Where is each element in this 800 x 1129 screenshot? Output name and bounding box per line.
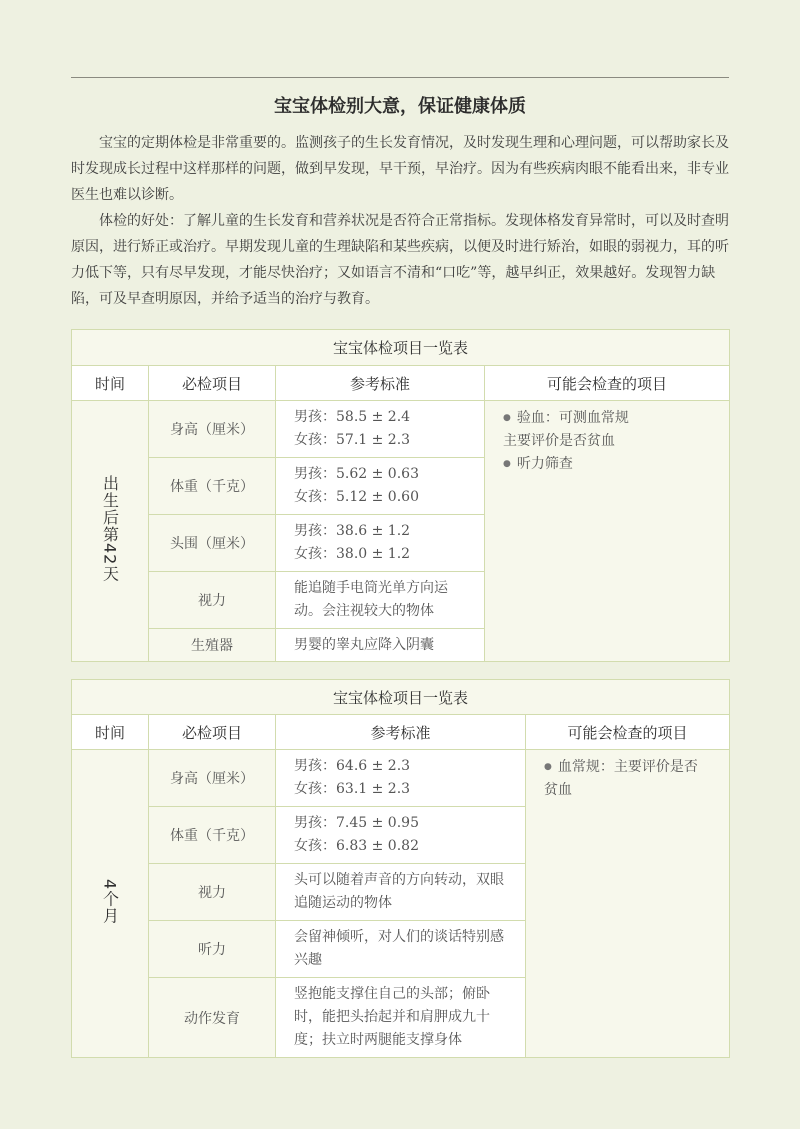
optional-item: ● 听力筛查 <box>503 453 711 476</box>
standard-girl: 女孩：38.0 ± 1.2 <box>294 546 411 562</box>
standard-weight <box>276 807 526 864</box>
time-cell <box>72 401 149 662</box>
standard-head-circumference <box>276 515 485 572</box>
time-cell <box>72 750 149 1058</box>
standard-hearing: 会留神倾听，对人们的谈话特别感兴趣 <box>276 921 526 978</box>
benefits-paragraph: 体检的好处：了解儿童的生长发育和营养状况是否符合正常指标。发现体格发育异常时，可以及时查明原因，进行矫正或治疗。早期发现儿童的生理缺陷和某些疾病，以便及时进行矫治，如眼的弱视力，耳的听力低下等，只有尽早发现，才能尽快治疗；又如语言不清和“口吃”等，越早纠正，效果越好。发现智力缺陷，可及早查明原因，并给予适当的治疗与教育。 <box>71 213 729 307</box>
standard-girl: 女孩：5.12 ± 0.60 <box>294 489 419 505</box>
standard-girl: 女孩：6.83 ± 0.82 <box>294 838 419 854</box>
item-head-circumference: 头围（厘米） <box>149 515 276 572</box>
optional-items <box>526 750 730 1058</box>
item-hearing: 听力 <box>149 921 276 978</box>
standard-boy: 男孩：64.6 ± 2.3 <box>294 758 411 774</box>
optional-item-note: 主要评价是否贫血 <box>503 433 615 449</box>
header-reference-standard: 参考标准 <box>276 366 485 401</box>
item-motor-development: 动作发育 <box>149 978 276 1058</box>
top-rule <box>71 77 729 78</box>
header-time: 时间 <box>72 366 149 401</box>
standard-girl: 女孩：57.1 ± 2.3 <box>294 432 411 448</box>
standard-height <box>276 401 485 458</box>
optional-item: ● 验血：可测血常规 <box>503 407 711 430</box>
header-reference-standard: 参考标准 <box>276 715 526 750</box>
page-title: 宝宝体检别大意，保证健康体质 <box>274 96 526 117</box>
checkup-table-4-months <box>71 679 730 1058</box>
header-time: 时间 <box>72 715 149 750</box>
standard-weight <box>276 458 485 515</box>
standard-vision: 能追随手电筒光单方向运动。会注视较大的物体 <box>276 572 485 629</box>
table-caption: 宝宝体检项目一览表 <box>72 680 730 715</box>
standard-height <box>276 750 526 807</box>
item-vision: 视力 <box>149 864 276 921</box>
standard-boy: 男孩：58.5 ± 2.4 <box>294 409 411 425</box>
time-label: 出生后第42天 <box>100 475 120 583</box>
standard-boy: 男孩：7.45 ± 0.95 <box>294 815 419 831</box>
optional-items <box>485 401 730 662</box>
header-required-item: 必检项目 <box>149 366 276 401</box>
item-genitals: 生殖器 <box>149 629 276 662</box>
standard-boy: 男孩：5.62 ± 0.63 <box>294 466 419 482</box>
item-vision: 视力 <box>149 572 276 629</box>
standard-girl: 女孩：63.1 ± 2.3 <box>294 781 411 797</box>
item-height: 身高（厘米） <box>149 750 276 807</box>
checkup-table-42-days <box>71 329 730 662</box>
item-height: 身高（厘米） <box>149 401 276 458</box>
standard-vision: 头可以随着声音的方向转动，双眼追随运动的物体 <box>276 864 526 921</box>
item-weight: 体重（千克） <box>149 458 276 515</box>
header-optional-item: 可能会检查的项目 <box>526 715 730 750</box>
time-label: 4个月 <box>100 878 120 925</box>
standard-genitals: 男婴的睾丸应降入阴囊 <box>276 629 485 662</box>
standard-boy: 男孩：38.6 ± 1.2 <box>294 523 411 539</box>
header-required-item: 必检项目 <box>149 715 276 750</box>
header-optional-item: 可能会检查的项目 <box>485 366 730 401</box>
item-weight: 体重（千克） <box>149 807 276 864</box>
standard-motor-development: 竖抱能支撑住自己的头部；俯卧时，能把头抬起并和肩胛成九十度；扶立时两腿能支撑身体 <box>276 978 526 1058</box>
table-caption: 宝宝体检项目一览表 <box>72 330 730 366</box>
optional-item: ● 血常规：主要评价是否贫血 <box>544 756 711 802</box>
intro-paragraph: 宝宝的定期体检是非常重要的。监测孩子的生长发育情况，及时发现生理和心理问题，可以帮助家长及时发现成长过程中这样那样的问题，做到早发现，早干预，早治疗。因为有些疾病肉眼不能看出来，非专业医生也难以诊断。 <box>71 135 729 203</box>
